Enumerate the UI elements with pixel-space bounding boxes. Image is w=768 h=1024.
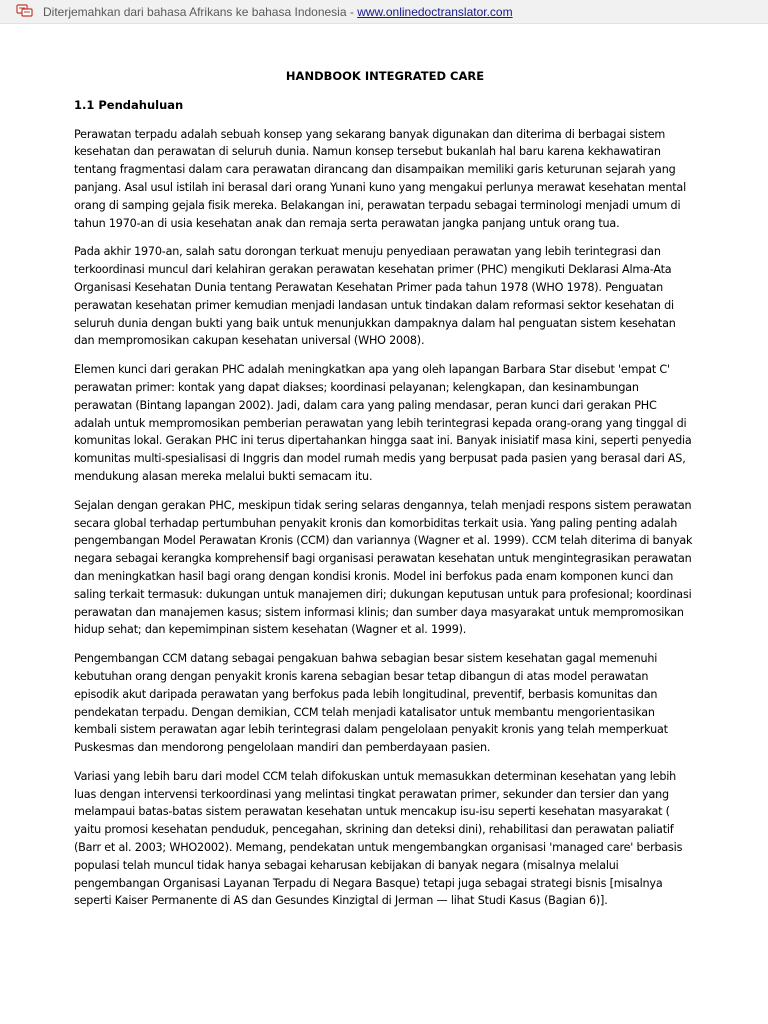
- translation-banner: [0, 0, 768, 24]
- paragraph: Elemen kunci dari gerakan PHC adalah meningkatkan apa yang oleh lapangan Barbara Star disebut 'empat C' perawatan primer: kontak yang dapat diakses; koordinasi pelayanan; kelengkapan, dan kesinambungan perawatan (Bintang lapangan 2002). Jadi, dalam cara yang paling mendasar, peran kunci dari gerakan PHC adalah untuk mempromosikan pemberian perawatan yang lebih terintegrasi kepada orang-orang yang tinggal di komunitas lokal. Gerakan PHC ini terus dipertahankan hingga saat ini. Banyak inisiatif masa kini, seperti penyedia komunitas multi-spesialisasi di Inggris dan model rumah medis yang berpusat pada pasien yang berasal dari AS, mendukung alasan mereka melalui bukti semacam itu.: [74, 363, 692, 483]
- translation-notice: [43, 5, 513, 19]
- paragraph: Sejalan dengan gerakan PHC, meskipun tidak sering selaras dengannya, telah menjadi respons sistem perawatan secara global terhadap pertumbuhan penyakit kronis dan komorbiditas terkait usia. Yang paling penting adalah pengembangan Model Perawatan Kronis (CCM) dan variannya (Wagner et al. 1999). CCM telah diterima di banyak negara sebagai kerangka komprehensif bagi organisasi perawatan kesehatan untuk mengintegrasikan perawatan dan meningkatkan hasil bagi orang dengan kondisi kronis. Model ini berfokus pada enam komponen kunci dan saling terkait termasuk: dukungan untuk manajemen diri; dukungan keputusan untuk para profesional; koordinasi perawatan dan manajemen kasus; sistem informasi klinis; dan sumber daya masyarakat untuk mempromosikan hidup sehat; dan kepemimpinan sistem kesehatan (Wagner et al. 1999).: [74, 498, 693, 637]
- translator-site-link[interactable]: www.onlinedoctranslator.com: [357, 5, 513, 19]
- translation-notice-text: Diterjemahkan dari bahasa Afrikans ke bahasa Indonesia -: [43, 5, 358, 19]
- paragraph: Perawatan terpadu adalah sebuah konsep yang sekarang banyak digunakan dan diterima di berbagai sistem kesehatan dan perawatan di seluruh dunia. Namun konsep tersebut bukanlah hal baru karena kekhawatiran tentang fragmentasi dalam cara perawatan dirancang dan disampaikan memiliki garis keturunan sejarah yang panjang. Asal usul istilah ini berasal dari orang Yunani kuno yang mengakui perlunya merawat kesehatan mental orang di samping gejala fisik mereka. Belakangan ini, perawatan terpadu sebagai terminologi menjadi umum di tahun 1970-an di usia kesehatan anak dan remaja serta perawatan jangka panjang untuk orang tua.: [74, 127, 686, 230]
- paragraph: Pengembangan CCM datang sebagai pengakuan bahwa sebagian besar sistem kesehatan gagal memenuhi kebutuhan orang dengan penyakit kronis karena sebagian besar tetap dibangun di atas model perawatan episodik akut daripada perawatan yang berfokus pada lebih longitudinal, preventif, berbasis komunitas dan pendekatan terpadu. Dengan demikian, CCM telah menjadi katalisator untuk membantu mengorientasikan kembali sistem perawatan agar lebih terintegrasi dalam pengelolaan penyakit kronis yang telah memperkuat Puskesmas dan mendorong pengelolaan mandiri dan pemberdayaan pasien.: [74, 652, 668, 755]
- section-heading: 1.1 Pendahuluan: [74, 97, 184, 112]
- document-page: [74, 63, 696, 910]
- document-title: HANDBOOK INTEGRATED CARE: [285, 69, 485, 83]
- paragraph: Pada akhir 1970-an, salah satu dorongan terkuat menuju penyediaan perawatan yang lebih terintegrasi dan terkoordinasi muncul dari kelahiran gerakan perawatan kesehatan primer (PHC) mengikuti Deklarasi Alma-Ata Organisasi Kesehatan Dunia tentang Perawatan Kesehatan Primer pada tahun 1978 (WHO 1978). Penguatan perawatan kesehatan primer kemudian menjadi landasan untuk tindakan dalam reformasi sektor kesehatan di seluruh dunia dengan bukti yang baik untuk menunjukkan dampaknya dalam hal penguatan sistem kesehatan dan mempromosikan cakupan kesehatan universal (WHO 2008).: [74, 245, 676, 348]
- paragraph: Variasi yang lebih baru dari model CCM telah difokuskan untuk memasukkan determinan kesehatan yang lebih luas dengan intervensi terkoordinasi yang melintasi tingkat perawatan primer, sekunder dan tersier dan yang melampaui batas-batas sistem perawatan kesehatan untuk mencakup isu-isu seperti kesehatan masyarakat ( yaitu promosi kesehatan penduduk, pencegahan, skrining dan deteksi dini), rehabilitasi dan perawatan paliatif (Barr et al. 2003; WHO2002). Memang, pendekatan untuk mengembangkan organisasi 'managed care' berbasis populasi telah muncul tidak hanya sebagai keharusan kebijakan di banyak negara (misalnya melalui pengembangan Organisasi Layanan Terpadu di Negara Basque) tetapi juga sebagai strategi bisnis [misalnya seperti Kaiser Permanente di AS dan Gesundes Kinzigtal di Jerman — lihat Studi Kasus (Bagian 6)].: [74, 769, 683, 908]
- translator-logo-icon: [16, 3, 34, 17]
